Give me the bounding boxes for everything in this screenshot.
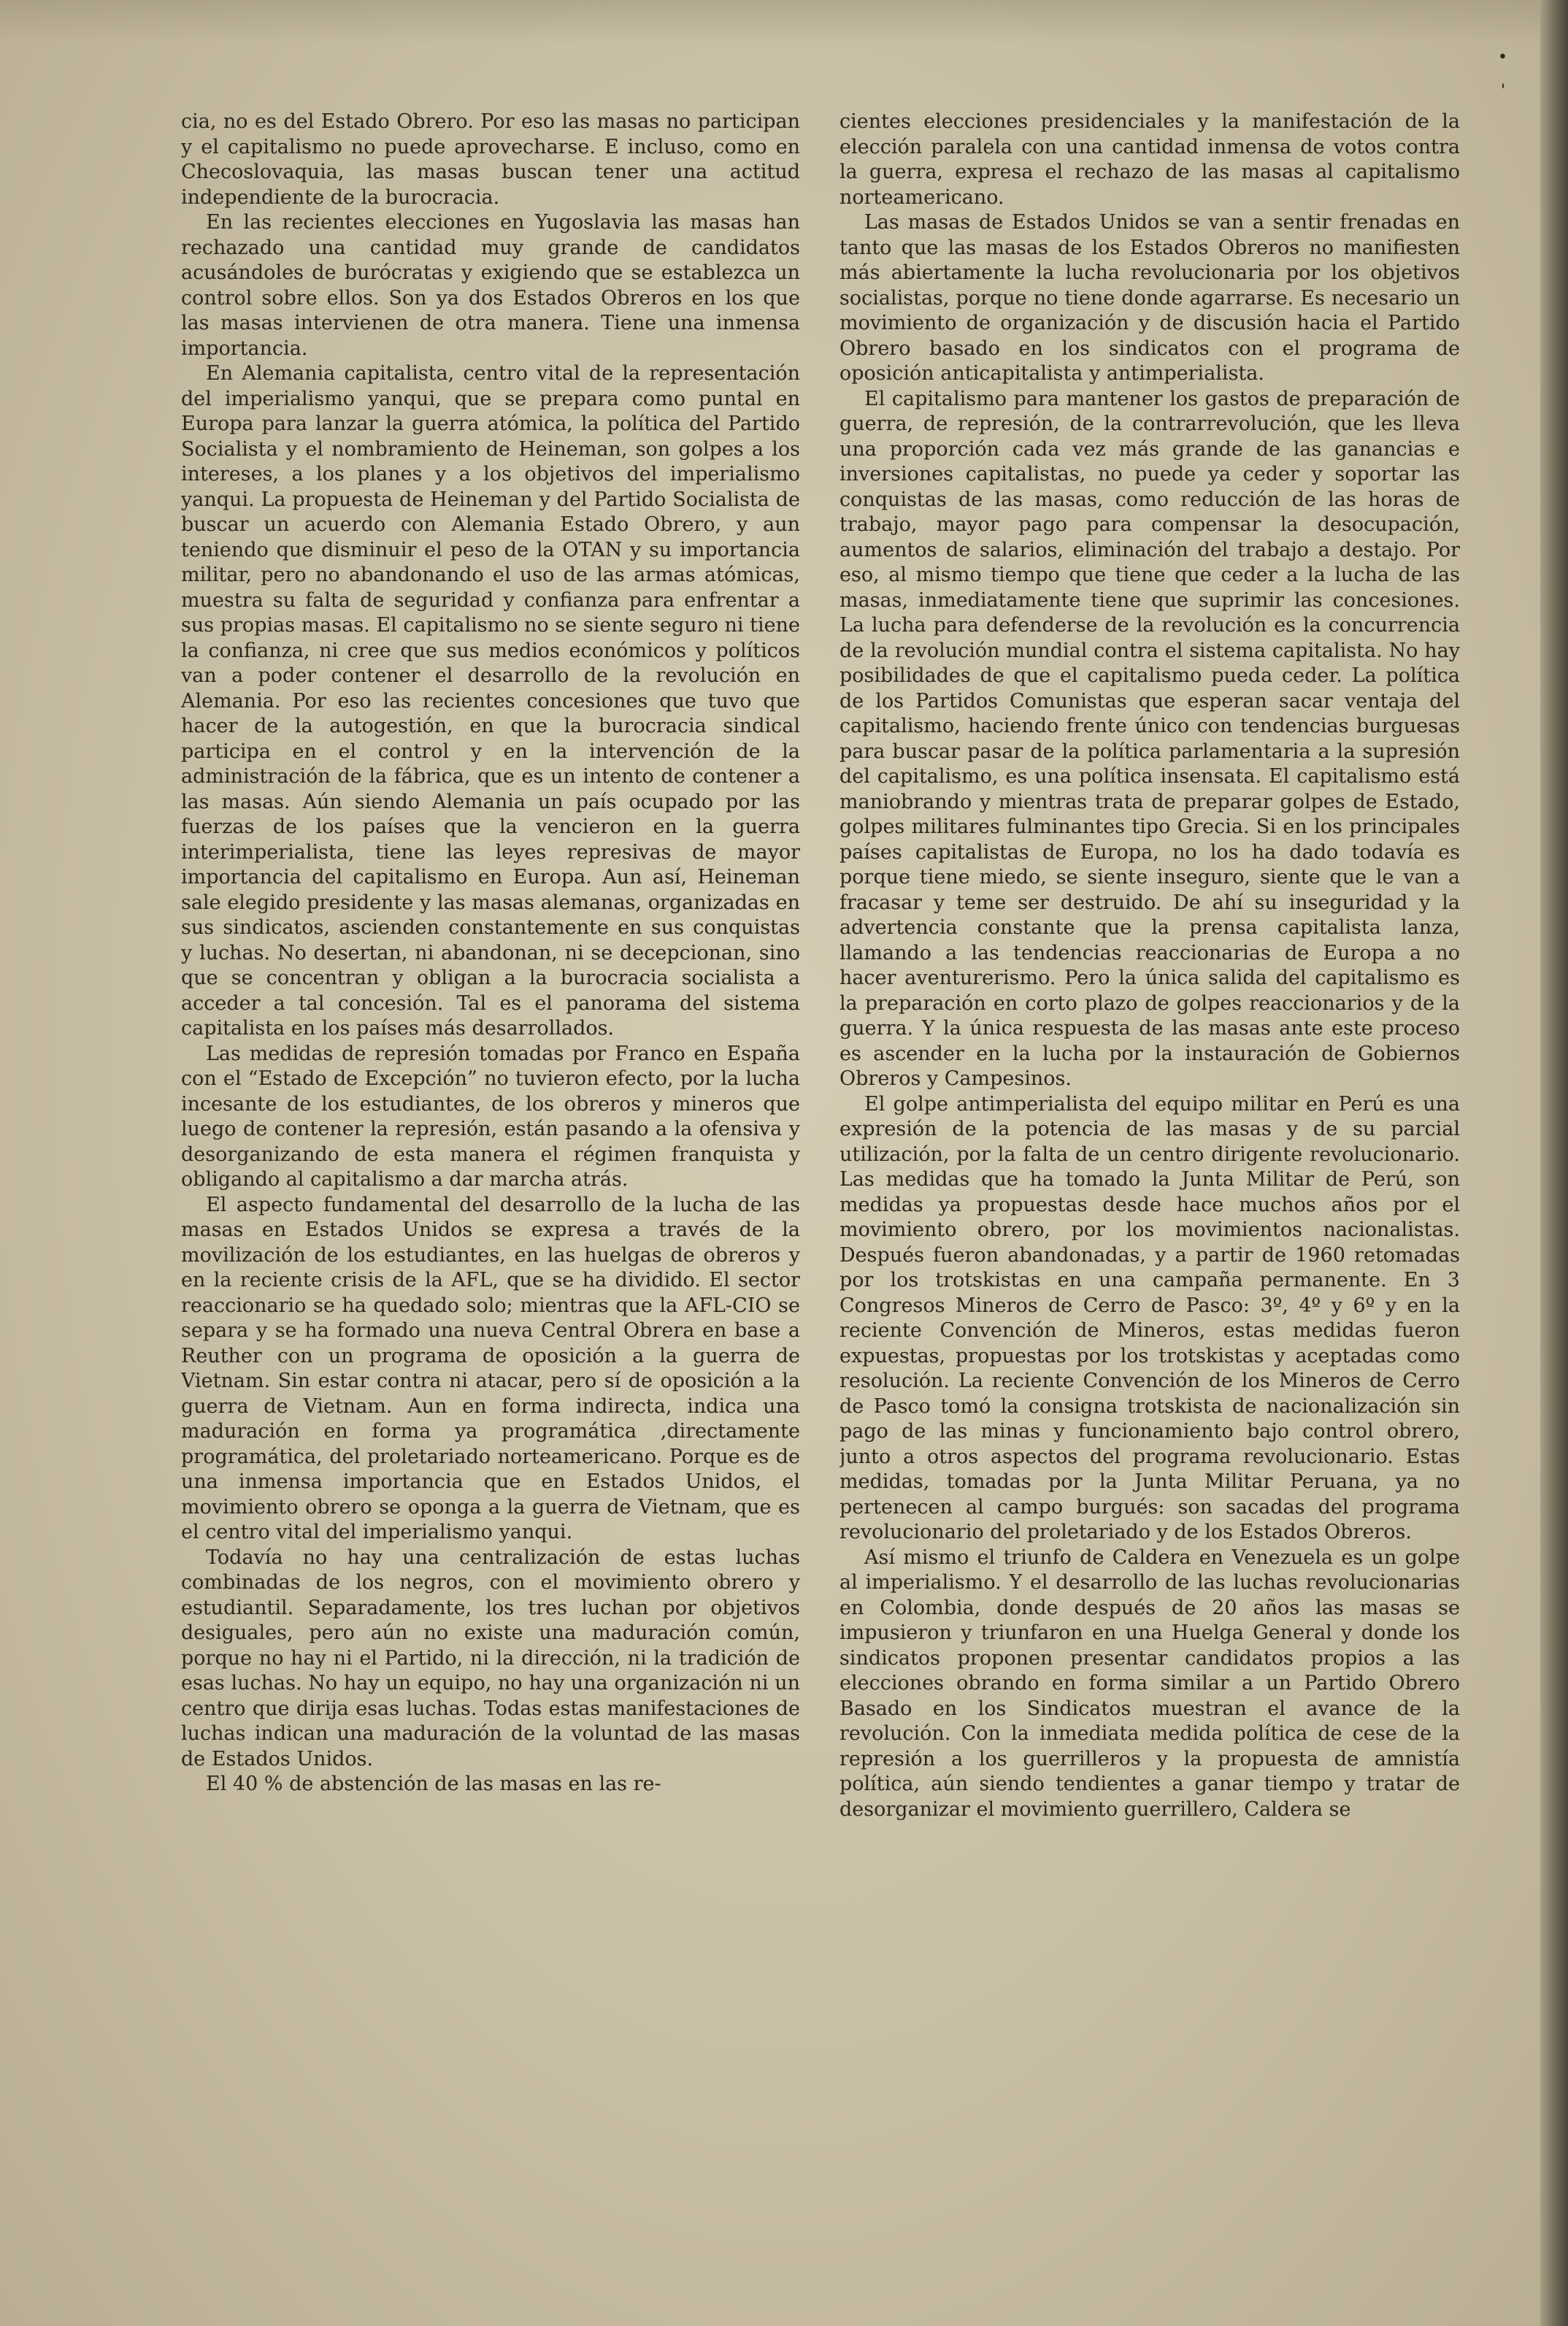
- left-column: [181, 110, 800, 2168]
- ink-mark: ': [1501, 82, 1506, 100]
- paragraph: El aspecto fundamental del desarrollo de la lucha de las masas en Estados Unidos se expresa a través de la movilización de los estudiantes, en las huelgas de obreros y en la reciente crisis de la AFL, que se ha dividido. El sector reaccionario se ha quedado solo; mientras que la AFL-CIO se separa y se ha formado una nueva Central Obrera en base a Reuther con un programa de oposición a la guerra de Vietnam. Sin estar contra ni atacar, pero sí de oposición a la guerra de Vietnam. Aun en forma indirecta, indica una maduración en forma ya programática ,directamente programática, del proletariado norteamericano. Porque es de una inmensa importancia que en Estados Unidos, el movimiento obrero se oponga a la guerra de Vietnam, que es el centro vital del imperialismo yanqui.: [181, 1193, 800, 1543]
- paragraph: Las masas de Estados Unidos se van a sentir frenadas en tanto que las masas de los Estados Obreros no manifiesten más abiertamente la lucha revolucionaria por los objetivos socialistas, porque no tiene donde agarrarse. Es necesario un movimiento de organización y de discusión hacia el Partido Obrero basado en los sindicatos con el programa de oposición anticapitalista y antimperialista.: [839, 211, 1460, 385]
- paragraph: El 40 % de abstención de las masas en las re-: [206, 1773, 661, 1795]
- paragraph: En Alemania capitalista, centro vital de la representación del imperialismo yanqui, que se prepara como puntal en Europa para lanzar la guerra atómica, la política del Partido Socialista y el nombramiento de Heineman, son golpes a los intereses, a los planes y a los objetivos del imperialismo yanqui. La propuesta de Heineman y del Partido Socialista de buscar un acuerdo con Alemania Estado Obrero, y aun teniendo que disminuir el peso de la OTAN y su importancia militar, pero no abandonando el uso de las armas atómicas, muestra su falta de seguridad y confianza para enfrentar a sus propias masas. El capitalismo no se siente seguro ni tiene la confianza, ni cree que sus medios económicos y políticos van a poder contener el desarrollo de la revolución en Alemania. Por eso las recientes concesiones que tuvo que hacer de la autogestión, en que la burocracia sindical participa en el control y en la intervención de la administración de la fábrica, que es un intento de contener a las masas. Aún siendo Alemania un país ocupado por las fuerzas de los países que la vencieron en la guerra interimperialista, tiene las leyes represivas de mayor importancia del capitalismo en Europa. Aun así, Heineman sale elegido presidente y las masas alemanas, organizadas en sus sindicatos, ascienden constantemente en sus conquistas y luchas. No desertan, ni abandonan, ni se decepcionan, sino que se concentran y obligan a la burocracia socialista a acceder a tal concesión. Tal es el panorama del sistema capitalista en los países más desarrollados.: [181, 362, 800, 1040]
- paragraph: El golpe antimperialista del equipo militar en Perú es una expresión de la potencia de las masas y de su parcial utilización, por la falta de un centro dirigente revolucionario. Las medidas que ha tomado la Junta Militar de Perú, son medidas ya propuestas desde hace muchos años por el movimiento obrero, por los movimientos nacionalistas. Después fueron abandonadas, y a partir de 1960 retomadas por los trotskistas en una campaña permanente. En 3 Congresos Mineros de Cerro de Pasco: 3º, 4º y 6º y en la reciente Convención de Mineros, estas medidas fueron expuestas, propuestas por los trotskistas y aceptadas como resolución. La reciente Convención de los Mineros de Cerro de Pasco tomó la consigna trotskista de nacionalización sin pago de las minas y funcionamiento bajo control obrero, junto a otros aspectos del programa revolucionario. Estas medidas, tomadas por la Junta Militar Peruana, ya no pertenecen al campo burgués: son sacadas del programa revolucionario del proletariado y de los Estados Obreros.: [839, 1092, 1460, 1543]
- page-shadow-top: [0, 0, 1568, 44]
- page-edge-shadow: [1540, 0, 1568, 2326]
- paragraph: En las recientes elecciones en Yugoslavia las masas han rechazado una cantidad muy grande de candidatos acusándoles de burócratas y exigiendo que se establezca un control sobre ellos. Son ya dos Estados Obreros en los que las masas intervienen de otra manera. Tiene una inmensa importancia.: [181, 211, 800, 360]
- paragraph: Todavía no hay una centralización de estas luchas combinadas de los negros, con el movimiento obrero y estudiantil. Separadamente, los tres luchan por objetivos desiguales, pero aún no existe una maduración común, porque no hay ni el Partido, ni la dirección, ni la tradición de esas luchas. No hay un equipo, no hay una organización ni un centro que dirija esas luchas. Todas estas manifestaciones de luchas indican una maduración de la voluntad de las masas de Estados Unidos.: [181, 1546, 800, 1770]
- ink-mark: •: [1498, 48, 1507, 66]
- paragraph: Las medidas de represión tomadas por Franco en España con el “Estado de Excepción” no tuvieron efecto, por la lucha incesante de los estudiantes, de los obreros y mineros que luego de contener la represión, están pasando a la ofensiva y desorganizando de esta manera el régimen franquista y obligando al capitalismo a dar marcha atrás.: [181, 1042, 800, 1191]
- paragraph: El capitalismo para mantener los gastos de preparación de guerra, de represión, de la contrarrevolución, que les lleva una proporción cada vez más grande de las ganancias e inversiones capitalistas, no puede ya ceder y soportar las conquistas de las masas, como reducción de las horas de trabajo, mayor pago para compensar la desocupación, aumentos de salarios, eliminación del trabajo a destajo. Por eso, al mismo tiempo que tiene que ceder a la lucha de las masas, inmediatamente tiene que suprimir las concesiones. La lucha para defenderse de la revolución es la concurrencia de la revolución mundial contra el sistema capitalista. No hay posibilidades de que el capitalismo pueda ceder. La política de los Partidos Comunistas que esperan sacar ventaja del capitalismo, haciendo frente único con tendencias burguesas para buscar pasar de la política parlamentaria a la supresión del capitalismo, es una política insensata. El capitalismo está maniobrando y mientras trata de preparar golpes de Estado, golpes militares fulminantes tipo Grecia. Si en los principales países capitalistas de Europa, no los ha dado todavía es porque tiene miedo, se siente inseguro, siente que le van a fracasar y teme ser destruido. De ahí su inseguridad y la advertencia constante que la prensa capitalista lanza, llamando a las tendencias reaccionarias de Europa a no hacer aventurerismo. Pero la única salida del capitalismo es la preparación en corto plazo de golpes reaccionarios y de la guerra. Y la única respuesta de las masas ante este proceso es ascender en la lucha por la instauración de Gobiernos Obreros y Campesinos.: [839, 387, 1460, 1090]
- paragraph: cia, no es del Estado Obrero. Por eso las masas no participan y el capitalismo no puede aprovecharse. E incluso, como en Checoslovaquia, las masas buscan tener una actitud independiente de la burocracia.: [181, 110, 800, 209]
- paragraph: Así mismo el triunfo de Caldera en Venezuela es un golpe al imperialismo. Y el desarrollo de las luchas revolucionarias en Colombia, donde después de 20 años las masas se impusieron y triunfaron en una Huelga General y donde los sindicatos proponen presentar candidatos propios a las elecciones obrando en forma similar a un Partido Obrero Basado en los Sindicatos muestran el avance de la revolución. Con la inmediata medida política de cese de la represión a los guerrilleros y la propuesta de amnistía política, aún siendo tendientes a ganar tiempo y tratar de desorganizar el movimiento guerrillero, Caldera se: [839, 1546, 1460, 1821]
- paragraph: cientes elecciones presidenciales y la manifestación de la elección paralela con una cantidad inmensa de votos contra la guerra, expresa el rechazo de las masas al capitalismo norteamericano.: [839, 110, 1460, 209]
- right-column: [839, 110, 1460, 2168]
